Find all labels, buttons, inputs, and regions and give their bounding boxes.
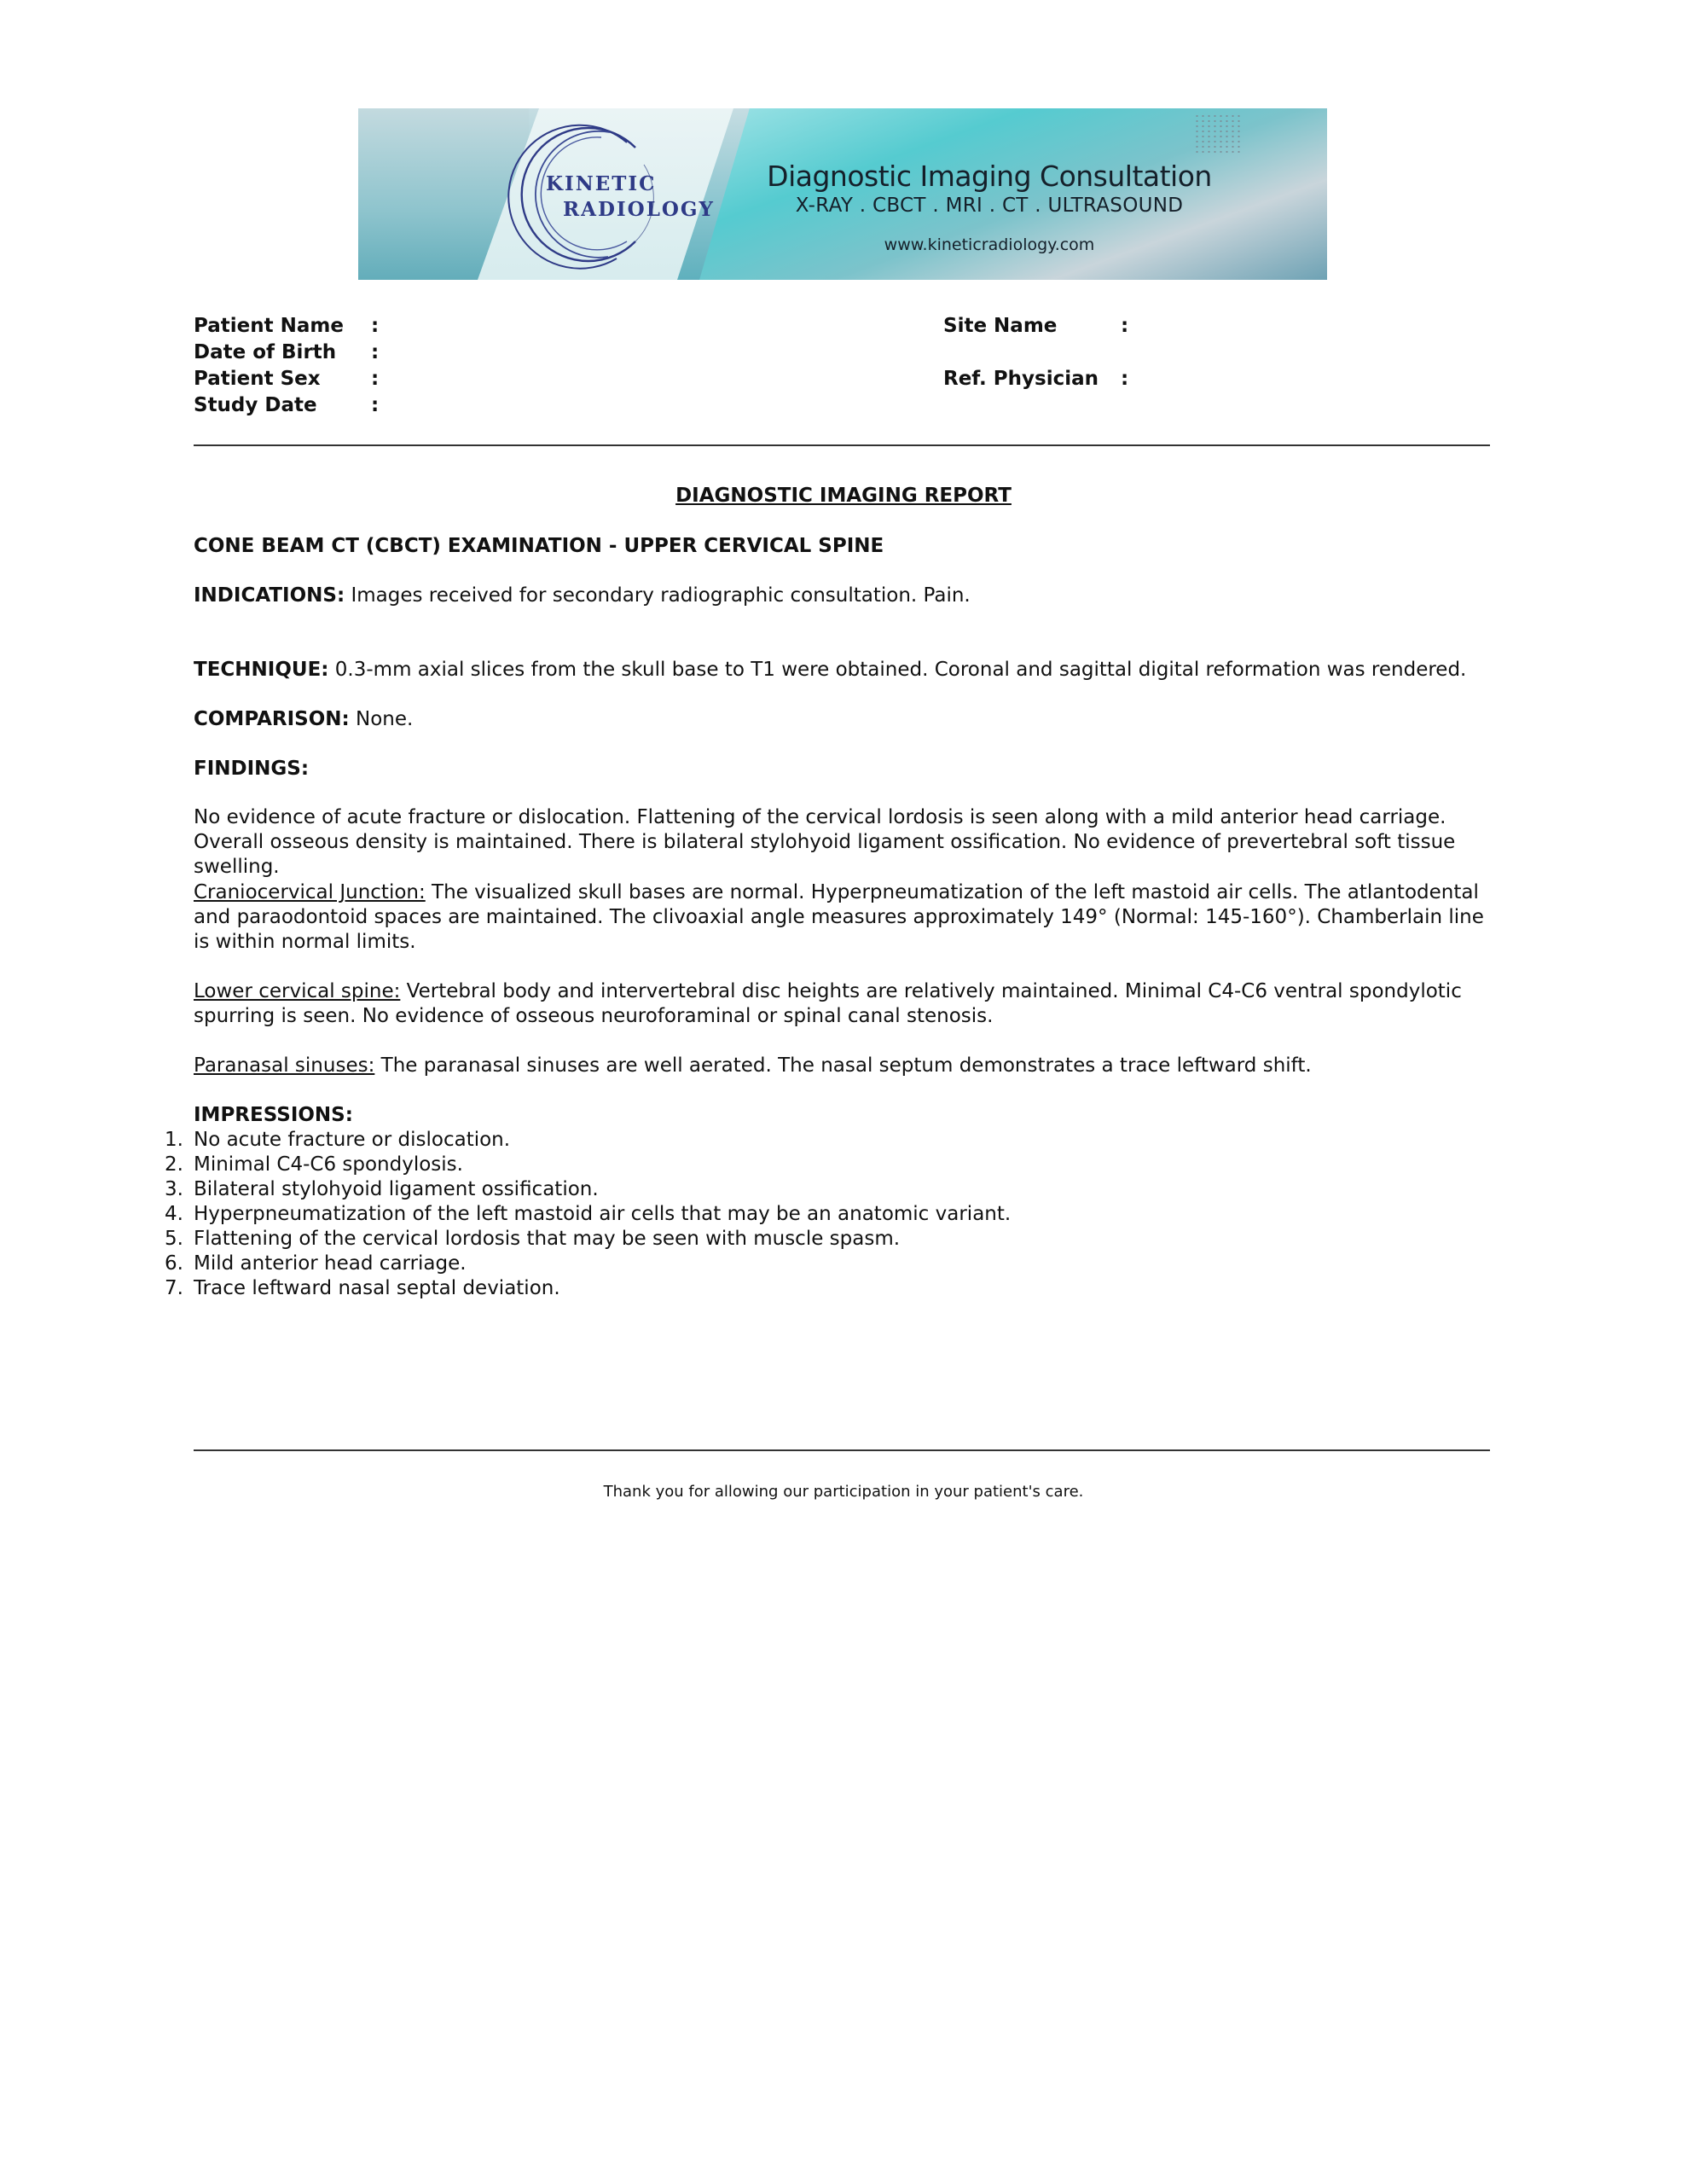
comparison-label: COMPARISON: xyxy=(194,708,350,730)
indications-section xyxy=(194,584,1499,608)
site-name-label: Site Name xyxy=(943,315,1058,337)
study-date-label: Study Date xyxy=(194,394,317,416)
craniocervical-label: Craniocervical Junction: xyxy=(194,881,426,903)
impression-number: 6. xyxy=(165,1252,183,1275)
banner-title: Diagnostic Imaging Consultation xyxy=(767,160,1212,193)
banner-website: www.kineticradiology.com xyxy=(884,235,1095,254)
impression-number: 5. xyxy=(165,1228,183,1250)
colon: : xyxy=(371,394,380,416)
impression-item xyxy=(165,1252,1011,1276)
banner-title-block xyxy=(733,160,1245,255)
impression-number: 4. xyxy=(165,1203,183,1225)
lower-cervical-label: Lower cervical spine: xyxy=(194,980,401,1002)
logo-line-1: KINETIC xyxy=(546,172,657,195)
ref-physician-label: Ref. Physician xyxy=(943,368,1099,390)
impression-text: No acute fracture or dislocation. xyxy=(194,1129,511,1151)
exam-title: CONE BEAM CT (CBCT) EXAMINATION - UPPER CERVICAL SPINE xyxy=(194,535,884,557)
impression-item xyxy=(165,1227,1011,1252)
dot-pattern-decoration xyxy=(1194,113,1242,153)
craniocervical-section xyxy=(194,880,1499,955)
indications-label: INDICATIONS: xyxy=(194,584,345,607)
footer-divider xyxy=(194,1449,1490,1451)
impressions-label: IMPRESSIONS: xyxy=(194,1104,353,1126)
colon: : xyxy=(1121,368,1129,390)
impression-number: 2. xyxy=(165,1153,183,1176)
impressions-list xyxy=(165,1128,1011,1301)
colon: : xyxy=(371,368,380,390)
impression-text: Mild anterior head carriage. xyxy=(194,1252,467,1275)
craniocervical-text: The visualized skull bases are normal. Hyperpneumatization of the left mastoid air cells. The atlantodental and paraodontoid spaces are maintained. The clivoaxial angle measures approximately 149° (Normal: 145-160°). Chamberlain line is within normal limits. xyxy=(194,881,1484,953)
technique-section xyxy=(194,658,1499,682)
paranasal-label: Paranasal sinuses: xyxy=(194,1054,375,1077)
impression-item xyxy=(165,1128,1011,1153)
impression-number: 7. xyxy=(165,1277,183,1299)
impression-number: 3. xyxy=(165,1178,183,1200)
indications-text: Images received for secondary radiographic consultation. Pain. xyxy=(345,584,971,607)
banner-modalities: X-RAY . CBCT . MRI . CT . ULTRASOUND xyxy=(795,195,1184,217)
header-banner xyxy=(358,108,1327,280)
footer-thank-you: Thank you for allowing our participation in your patient's care. xyxy=(603,1483,1084,1501)
technique-text: 0.3-mm axial slices from the skull base to T1 were obtained. Coronal and sagittal digital reformation was rendered. xyxy=(328,659,1467,681)
logo-line-2: RADIOLOGY xyxy=(563,198,715,221)
impression-text: Hyperpneumatization of the left mastoid air cells that may be an anatomic variant. xyxy=(194,1203,1012,1225)
paranasal-text: The paranasal sinuses are well aerated. The nasal septum demonstrates a trace leftward shift. xyxy=(374,1054,1312,1077)
comparison-text: None. xyxy=(349,708,414,730)
patient-name-label: Patient Name xyxy=(194,315,344,337)
impression-text: Minimal C4-C6 spondylosis. xyxy=(194,1153,463,1176)
impression-number: 1. xyxy=(165,1129,183,1151)
impression-text: Bilateral stylohyoid ligament ossification. xyxy=(194,1178,599,1200)
impression-item xyxy=(165,1276,1011,1301)
colon: : xyxy=(371,341,380,363)
date-of-birth-label: Date of Birth xyxy=(194,341,337,363)
comparison-section xyxy=(194,707,1499,732)
impression-item xyxy=(165,1153,1011,1177)
lower-cervical-section xyxy=(194,979,1499,1029)
patient-sex-label: Patient Sex xyxy=(194,368,321,390)
impression-text: Flattening of the cervical lordosis that may be seen with muscle spasm. xyxy=(194,1228,901,1250)
lower-cervical-text: Vertebral body and intervertebral disc heights are relatively maintained. Minimal C4-C6 ventral spondylotic spurring is seen. No evidence of osseous neuroforaminal or spinal canal stenosis. xyxy=(194,980,1462,1027)
impression-text: Trace leftward nasal septal deviation. xyxy=(194,1277,560,1299)
colon: : xyxy=(371,315,380,337)
report-title: DIAGNOSTIC IMAGING REPORT xyxy=(675,485,1012,507)
findings-label: FINDINGS: xyxy=(194,758,310,780)
impression-item xyxy=(165,1177,1011,1202)
logo-wordmark xyxy=(546,171,715,223)
technique-label: TECHNIQUE: xyxy=(194,659,329,681)
colon: : xyxy=(1121,315,1129,337)
impression-item xyxy=(165,1202,1011,1227)
paranasal-section xyxy=(194,1054,1499,1078)
findings-general: No evidence of acute fracture or dislocation. Flattening of the cervical lordosis is seen along with a mild anterior head carriage. Overall osseous density is maintained. There is bilateral stylohyoid ligament ossification. No evidence of prevertebral soft tissue swelling. xyxy=(194,806,1456,878)
header-divider xyxy=(194,444,1490,446)
